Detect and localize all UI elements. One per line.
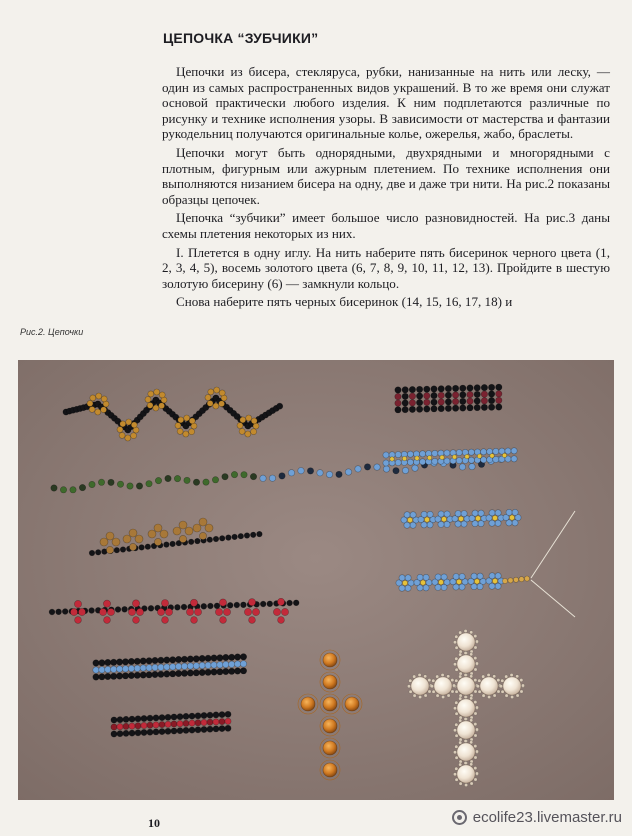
paragraph: Снова наберите пять черных бисеринок (14, 15, 16, 17, 18) и <box>176 294 513 310</box>
garnet-black-band <box>395 384 502 413</box>
watermark <box>452 809 622 826</box>
page-number: 10 <box>148 816 160 830</box>
paragraph: Цепочки из бисера, стекляруса, рубки, нанизанные на нить или леску, — один из самых распространенных видов украшений. В то же время они служат основой практически любого изделия. К ним подплетаются различные по рисунку и технике исполнения узоры. В зависимости от мастерства и фантазии рукодельниц получаются оригинальные колье, ожерелья, жабо, браслеты. <box>162 64 610 142</box>
watermark-icon <box>452 810 467 825</box>
photo-canvas <box>18 360 614 800</box>
paragraph: Цепочки могут быть однорядными, двухрядными и многорядными с плотным, фигурным или ажурным плетением. По технике исполнения они выполняются низанием бисера на одну, две и даже три нити. На рис.2 показаны образцы цепочек. <box>162 144 610 207</box>
paragraph: I. Плетется в одну иглу. На нить наберите пять бисеринок черного цвета (1, 2, 3, 4, 5), восемь золотого цвета (6, 7, 8, 9, 10, 11, 12, 13). Пройдите в шестую золотую бисерину (6) — замкнули кольцо. <box>162 244 610 291</box>
article-body <box>162 64 610 310</box>
bead-chains-photo <box>18 360 614 800</box>
article-title: ЦЕПОЧКА “ЗУБЧИКИ” <box>163 30 319 46</box>
watermark-text: ecolife23.livemaster.ru <box>472 809 622 826</box>
paragraph: Цепочка “зубчики” имеет большое число разновидностей. На рис.3 даны схемы плетения некоторых из них. <box>162 210 610 241</box>
figure-caption: Рис.2. Цепочки <box>20 327 84 337</box>
